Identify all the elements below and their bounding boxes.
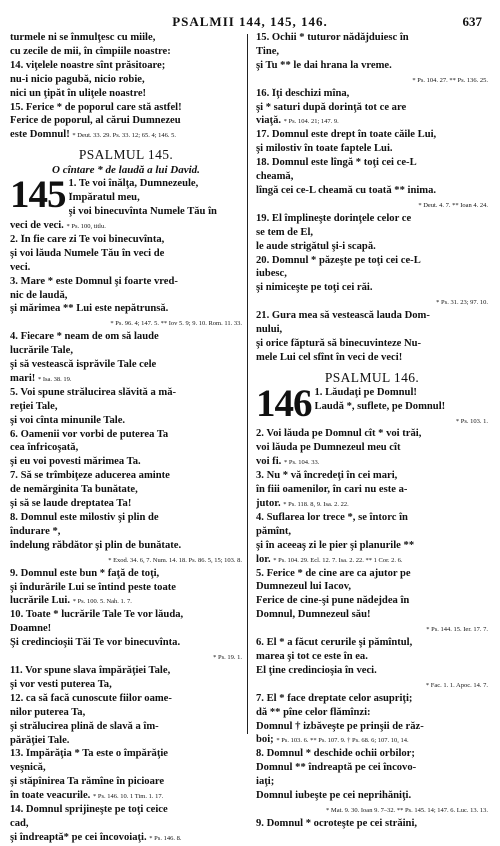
verse-line — [256, 60, 488, 74]
verse-line — [10, 554, 242, 568]
verse-line — [256, 484, 488, 498]
verse-line — [256, 470, 488, 484]
verse-line — [256, 268, 488, 282]
verse-line — [10, 46, 242, 60]
cross-reference: * Ps. 103. 1. — [455, 417, 488, 425]
verse-text: 15. Ferice * de poporul care stă astfel! — [10, 101, 182, 113]
verse-line — [10, 470, 242, 484]
verse-text: şi voi cînta minunile Tale. — [10, 414, 126, 426]
verse-line — [10, 498, 242, 512]
verse-text: de nemărginita Ta bunătate, — [10, 484, 138, 496]
psalm-144-continuation — [10, 32, 242, 143]
verse-text: nilor puterea Ta, — [10, 706, 86, 718]
verse-line — [10, 693, 242, 707]
cross-reference: * Ps. 146. 10. 1 Tim. 1. 17. — [92, 793, 164, 801]
verse-line — [256, 310, 488, 324]
verse-line — [256, 734, 488, 748]
verse-text: voi lăuda pe Dumnezeul meu cît — [256, 442, 401, 454]
cross-reference: * Ps. 118. 8, 9. Isa. 2. 22. — [283, 501, 349, 508]
verse-line — [10, 115, 242, 129]
verse-text: părăţiei Tale. — [10, 734, 70, 746]
verse-text: şi îndreaptă* pe cei încovoiaţi. — [10, 831, 150, 843]
verse-text: 19. El împlineşte dorinţele celor ce — [256, 212, 412, 224]
verse-line — [256, 637, 488, 651]
verse-line — [10, 387, 242, 401]
verse-line — [10, 331, 242, 345]
verse-line — [10, 540, 242, 554]
verse-text: cea înfricoşată, — [10, 442, 79, 454]
cross-reference: * Ps. 104. 21; 147. 9. — [283, 118, 339, 126]
verse-text: voi fi. — [256, 456, 284, 468]
verse-line — [10, 637, 242, 651]
psalm-145-title: PSALMUL 145. — [78, 147, 174, 163]
psalm-146-verses — [256, 381, 488, 832]
verse-line — [256, 818, 488, 832]
verse-text: şi Tu ** le dai hrana la vreme. — [256, 59, 392, 71]
verse-line — [256, 143, 488, 157]
verse-text: 15. Ochii * tuturor nădăjduiesc în — [256, 32, 409, 43]
verse-text: îndelung răbdător şi plin de bunătate. — [10, 539, 182, 551]
verse-text: dă ** pîne celor flămînzi: — [256, 706, 371, 718]
verse-text: şi milostiv în toate faptele Lui. — [256, 143, 393, 155]
verse-text: Domnul ** îndreaptă pe cei încovo- — [256, 762, 417, 774]
verse-line — [256, 255, 488, 269]
verse-line — [10, 651, 242, 665]
verse-text: Şi credincioşii Tăi Te vor binecuvînta. — [10, 637, 181, 649]
verse-text: 7. Să se trîmbiţeze aducerea aminte — [10, 470, 170, 482]
verse-text: lor. — [256, 553, 274, 565]
verse-line — [10, 415, 242, 429]
verse-line — [10, 442, 242, 456]
verse-text: iubesc, — [256, 268, 287, 280]
verse-text: şi orice făptură să binecuvinteze Nu- — [256, 337, 422, 349]
verse-text: pămînt, — [256, 525, 292, 537]
verse-line — [10, 748, 242, 762]
verse-text: 21. Gura mea să vestească lauda Dom- — [256, 310, 430, 322]
verse-text: Ferice de cine-şi pune nădejdea în — [256, 595, 410, 607]
verse-line — [256, 74, 488, 88]
verse-text: Laudă *, suflete, pe Domnul! — [314, 400, 446, 412]
verse-text: 7. El * face dreptate celor asupriţi; — [256, 692, 413, 704]
column-divider — [247, 34, 248, 734]
verse-line — [256, 804, 488, 818]
verse-line — [10, 220, 242, 234]
cross-reference: * Ps. 19. 1. — [213, 654, 242, 662]
cross-reference: * Deut. 33. 29. Ps. 33. 12; 65. 4; 146. 5. — [72, 132, 177, 140]
verse-text: Domnul † izbăveşte pe prinşii de răz- — [256, 720, 424, 732]
verse-text: 14. viţelele noastre sînt prăsitoare; — [10, 59, 166, 71]
verse-text: 8. Domnul * deschide ochii orbilor; — [256, 748, 415, 760]
verse-line — [256, 790, 488, 804]
verse-text: 11. Vor spune slava împărăţiei Tale, — [10, 664, 171, 676]
verse-line — [256, 748, 488, 762]
verse-line — [10, 512, 242, 526]
psalm-146-body — [256, 381, 488, 832]
verse-line — [256, 157, 488, 171]
verse-text: 5. Ferice * de cine are ca ajutor pe — [256, 567, 411, 579]
verse-line — [10, 707, 242, 721]
verse-text: 3. Nu * vă încredeţi în cei mari, — [256, 470, 398, 482]
verse-text: şi în aceeaş zi le pier şi planurile ** — [256, 539, 415, 551]
verse-text: mele Lui cel sfînt în veci de veci! — [256, 351, 403, 363]
verse-text: iaţi; — [256, 776, 275, 788]
verse-line — [10, 303, 242, 317]
verse-text: se tem de El, — [256, 226, 314, 238]
verse-text: şi voi lăuda Numele Tău în veci de — [10, 247, 165, 259]
verse-line — [256, 498, 488, 512]
verse-line — [10, 595, 242, 609]
verse-line — [10, 721, 242, 735]
verse-text: 17. Domnul este drept în toate căile Lui, — [256, 129, 437, 141]
verse-line — [256, 338, 488, 352]
verse-line — [10, 359, 242, 373]
cross-reference: * Fac. 1. 1. Apoc. 14. 7. — [425, 681, 488, 689]
verse-text: 9. Domnul este bun * faţă de toţi, — [10, 567, 160, 579]
verse-line — [10, 623, 242, 637]
cross-reference: * Mat. 9. 30. Ioan 9. 7–32. ** Ps. 145. 14; 147. 6. Luc. 13. 13. — [326, 806, 488, 814]
verse-text: 10. Toate * lucrările Tale Te vor lăuda, — [10, 609, 184, 621]
verse-line — [10, 762, 242, 776]
left-column — [10, 32, 242, 846]
verse-line — [256, 609, 488, 623]
verse-line — [256, 115, 488, 129]
verse-line — [10, 429, 242, 443]
verse-line — [10, 568, 242, 582]
verse-line — [256, 595, 488, 609]
verse-line — [69, 178, 243, 192]
verse-text: şi nimiceşte pe toţi cei răi. — [256, 282, 373, 294]
verse-line — [256, 442, 488, 456]
verse-text: nici un ţipăt în uliţele noastre! — [10, 87, 147, 99]
verse-line — [10, 790, 242, 804]
cross-reference: * Ps. 144. 15. Ier. 17. 7. — [426, 626, 488, 634]
verse-text: Ferice de poporul, al cărui Dumnezeu — [10, 115, 181, 127]
verse-text: 8. Domnul este milostiv şi plin de — [10, 512, 159, 523]
verse-line — [256, 241, 488, 255]
verse-line — [256, 46, 488, 60]
running-head — [0, 14, 500, 30]
verse-text: Dumnezeul lui Iacov, — [256, 581, 352, 593]
verse-line — [256, 623, 488, 637]
verse-line — [256, 352, 488, 366]
verse-line — [256, 693, 488, 707]
verse-line — [10, 276, 242, 290]
verse-line — [256, 185, 488, 199]
verse-line — [10, 776, 242, 790]
verse-line — [10, 832, 242, 846]
verse-text: 16. Îţi deschizi mîna, — [256, 87, 350, 99]
cross-reference: * Ps. 146. 8. — [149, 834, 182, 842]
verse-text: le aude strigătul şi-i scapă. — [256, 240, 376, 252]
verse-text: Domnul iubeşte pe cei neprihăniţi. — [256, 790, 412, 802]
verse-line — [10, 60, 242, 74]
verse-line — [10, 74, 242, 88]
cross-reference: * Exod. 34. 6, 7. Num. 14. 18. Ps. 86. 5, 15; 103. 8. — [108, 556, 242, 564]
verse-text: Tine, — [256, 45, 280, 57]
verse-line — [10, 582, 242, 596]
verse-line — [10, 88, 242, 102]
verse-text: veci de veci. — [10, 219, 67, 231]
verse-line — [10, 804, 242, 818]
verse-text: şi eu voi povesti mărimea Ta. — [10, 456, 141, 468]
verse-text: în toate veacurile. — [10, 790, 93, 802]
verse-text: 2. Voi lăuda pe Domnul cît * voi trăi, — [256, 428, 422, 440]
verse-text: îndurare *, — [10, 525, 61, 537]
running-title: PSALMII 144, 145, 146. — [172, 14, 328, 29]
verse-line — [10, 484, 242, 498]
verse-text: este Domnul! — [10, 129, 73, 141]
verse-text: şi * saturi după dorinţă tot ce are — [256, 101, 407, 113]
verse-line — [10, 818, 242, 832]
verse-line — [10, 401, 242, 415]
verse-text: reţiei Tale, — [10, 400, 58, 412]
verse-line — [69, 192, 243, 206]
verse-text: nic de laudă, — [10, 289, 68, 301]
verse-text: şi stăpînirea Ta rămîne în picioare — [10, 776, 165, 788]
verse-line — [256, 540, 488, 554]
verse-text: veci. — [10, 261, 31, 273]
verse-text: în fiii oamenilor, în cari nu este a- — [256, 484, 408, 496]
verse-text: boi; — [256, 734, 277, 746]
cross-reference: * Ps. 100. 5. Nah. 1. 7. — [72, 598, 132, 606]
cross-reference: * Ps. 104. 33. — [283, 459, 320, 467]
page-number: 637 — [462, 14, 482, 29]
verse-line — [256, 227, 488, 241]
verse-text: şi vor vesti puterea Ta, — [10, 678, 112, 690]
verse-line — [10, 345, 242, 359]
verse-text: 5. Voi spune strălucirea slăvită a mă- — [10, 386, 177, 398]
verse-line — [256, 776, 488, 790]
verse-line — [256, 171, 488, 185]
verse-text: 18. Domnul este lîngă * toţi cei ce-L — [256, 157, 417, 169]
verse-text: marea şi tot ce este în ea. — [256, 650, 368, 662]
verse-line — [10, 665, 242, 679]
verse-line — [256, 526, 488, 540]
verse-line — [10, 373, 242, 387]
verse-text: cheamă, — [256, 171, 294, 183]
verse-line — [256, 512, 488, 526]
verse-line — [256, 665, 488, 679]
verse-text: cad, — [10, 817, 29, 829]
verse-line — [256, 568, 488, 582]
psalm-145-drop-number: 145 — [10, 173, 66, 217]
cross-reference: * Ps. 96. 4; 147. 5. ** Iov 5. 9; 9. 10. Rom. 11. 33. — [110, 320, 242, 328]
verse-text: şi să vestească isprăvile Tale cele — [10, 359, 157, 371]
verse-text: 6. Oamenii vor vorbi de puterea Ta — [10, 428, 169, 440]
verse-line — [256, 296, 488, 310]
verse-line — [256, 679, 488, 693]
verse-text: şi strălucirea plină de slavă a îm- — [10, 720, 159, 732]
verse-text: jutor. — [256, 498, 284, 509]
verse-line — [315, 387, 489, 401]
verse-line — [10, 262, 242, 276]
cross-reference: * Ps. 104. 29. Ecl. 12. 7. Isa. 2. 22. ** 1 Cor. 2. 6. — [273, 556, 403, 564]
verse-line — [256, 102, 488, 116]
verse-text: 1. Te voi înălţa, Dumnezeule, — [68, 178, 199, 190]
verse-line — [256, 456, 488, 470]
verse-text: 14. Domnul sprijineşte pe toţi ceice — [10, 804, 168, 816]
cross-reference: * Ps. 104. 27. ** Ps. 136. 25. — [412, 76, 488, 84]
verse-line — [10, 234, 242, 248]
psalm-145-verses — [10, 173, 242, 846]
verse-text: viaţă. — [256, 115, 284, 127]
verse-text: Domnul, Dumnezeul său! — [256, 609, 371, 621]
verse-text: 3. Mare * este Domnul şi foarte vred- — [10, 275, 178, 287]
right-column — [256, 32, 488, 832]
verse-line — [10, 609, 242, 623]
verse-text: 20. Domnul * păzeşte pe toţi cei ce-L — [256, 254, 421, 266]
verse-line — [10, 129, 242, 143]
verse-text: 4. Suflarea lor trece *, se întorc în — [256, 511, 408, 523]
verse-text: Doamne! — [10, 623, 52, 635]
psalm-146-drop-number: 146 — [256, 381, 312, 425]
verse-text: 1. Lăudaţi pe Domnul! — [314, 386, 417, 398]
verse-text: turmele ni se înmulţesc cu miile, — [10, 32, 156, 43]
verse-text: mari! — [10, 372, 38, 384]
verse-line — [256, 762, 488, 776]
verse-line — [315, 415, 489, 429]
verse-line — [69, 206, 243, 220]
verse-text: şi mărimea ** Lui este nepătrunsă. — [10, 303, 169, 315]
verse-text: 9. Domnul * ocroteşte pe cei străini, — [256, 817, 418, 829]
verse-text: lucrările Lui. — [10, 595, 73, 607]
verse-line — [256, 428, 488, 442]
verse-line — [10, 32, 242, 46]
verse-line — [256, 324, 488, 338]
verse-line — [10, 679, 242, 693]
verse-text: şi voi binecuvînta Numele Tău în — [68, 206, 217, 218]
verse-text: lucrările Tale, — [10, 345, 73, 357]
verse-text: 6. El * a făcut cerurile şi pămîntul, — [256, 637, 413, 649]
cross-reference: * Ps. 31. 23; 97. 10. — [436, 299, 488, 307]
verse-line — [256, 32, 488, 46]
verse-line — [10, 526, 242, 540]
verse-text: Împăratul meu, — [68, 192, 140, 204]
verse-line — [315, 401, 489, 415]
verse-line — [256, 199, 488, 213]
verse-line — [10, 290, 242, 304]
verse-line — [10, 102, 242, 116]
verse-text: veşnică, — [10, 762, 46, 774]
psalm-146-title: PSALMUL 146. — [324, 369, 420, 385]
verse-line — [256, 581, 488, 595]
psalm-145-subtitle: O cîntare * de laudă a lui David. — [52, 164, 200, 177]
verse-line — [256, 707, 488, 721]
verse-line — [10, 317, 242, 331]
cross-reference: * Isa. 38. 19. — [37, 375, 72, 383]
verse-text: şi să se laude dreptatea Ta! — [10, 498, 132, 510]
verse-text: nu-i nicio pagubă, nicio robie, — [10, 73, 145, 85]
verse-text: nului, — [256, 324, 283, 336]
verse-line — [256, 282, 488, 296]
verse-line — [10, 735, 242, 749]
verse-text: lîngă cei ce-L cheamă cu toată ** inima. — [256, 184, 437, 196]
verse-line — [256, 651, 488, 665]
verse-text: cu zecile de mii, în cîmpiile noastre: — [10, 45, 171, 57]
verse-text: şi îndurările Lui se întind peste toate — [10, 581, 176, 593]
verse-line — [10, 456, 242, 470]
verse-text: 13. Împărăţia * Ta este o împărăţie — [10, 748, 169, 760]
verse-text: 12. ca să facă cunoscute fiilor oame- — [10, 692, 172, 704]
verse-line — [256, 129, 488, 143]
verse-text: El ţine credincioşia în veci. — [256, 664, 377, 676]
verse-text: 4. Fiecare * neam de om să laude — [10, 331, 159, 343]
psalm-145-body — [10, 173, 242, 846]
verse-line — [256, 213, 488, 227]
cross-reference: * Ps. 103. 6. ** Ps. 107. 9. † Ps. 68. 6; 107. 10, 14. — [276, 737, 409, 745]
verse-line — [256, 554, 488, 568]
verse-line — [256, 721, 488, 735]
cross-reference: * Deut. 4. 7. ** Ioan 4. 24. — [418, 201, 488, 209]
cross-reference: * Ps. 100, titlu. — [66, 222, 106, 230]
psalm-145-end — [256, 32, 488, 366]
verse-line — [10, 248, 242, 262]
verse-text: 2. În fie care zi Te voi binecuvînta, — [10, 233, 165, 245]
verse-line — [256, 88, 488, 102]
